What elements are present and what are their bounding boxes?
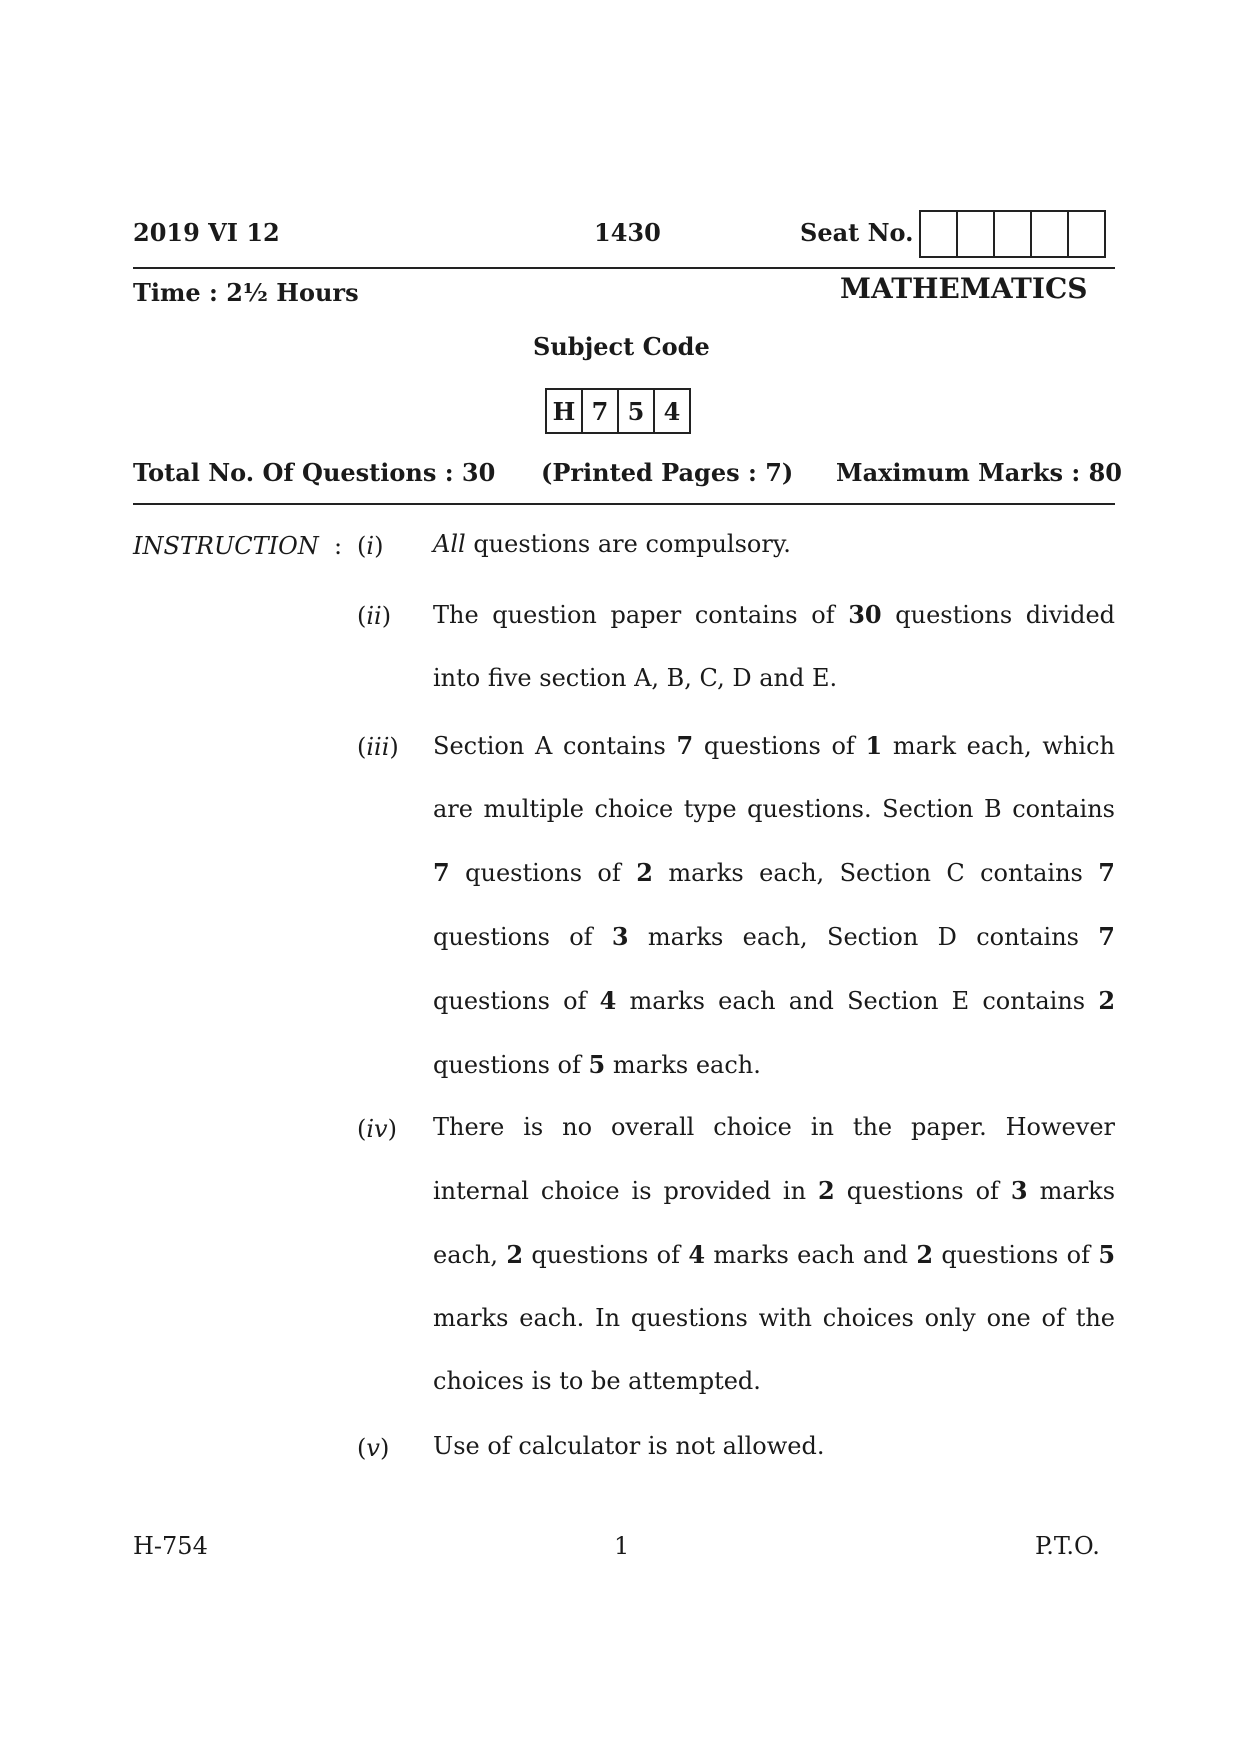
footer-paper-code: H-754 [133, 1532, 208, 1560]
seat-box[interactable] [1067, 210, 1106, 258]
seat-number-boxes[interactable] [921, 210, 1106, 258]
footer-pto: P.T.O. [1035, 1532, 1100, 1560]
seat-box[interactable] [956, 210, 995, 258]
subject-title: MATHEMATICS [840, 272, 1088, 305]
subject-code-char: 7 [581, 388, 619, 434]
header-divider-top [133, 267, 1115, 269]
instruction-heading: INSTRUCTION [133, 532, 319, 560]
instruction-item: Use of calculator is not allowed. [433, 1432, 825, 1460]
subject-code-char: H [545, 388, 583, 434]
subject-code-char: 5 [617, 388, 655, 434]
instruction-item: All questions are compulsory. [433, 530, 791, 558]
subject-code-char: 4 [653, 388, 691, 434]
instruction-colon: : [334, 532, 343, 560]
subject-code-label: Subject Code [533, 332, 710, 361]
seat-box[interactable] [993, 210, 1032, 258]
paper-number: 1430 [594, 218, 661, 247]
subject-code-boxes [547, 388, 691, 434]
instruction-item: The question paper contains of 30 questions divided into five section A, B, C, D and E. [433, 600, 1116, 692]
instruction-item: Section A contains 7 questions of 1 mark each, which are multiple choice type questions. Section B contains 7 questions of 2 marks each, Section C contains 7 questions of 3 marks each, Section D contains 7 questions of 4 marks each and Section E contains 2 questions of 5 marks each. [433, 731, 1116, 1079]
seat-box[interactable] [919, 210, 958, 258]
total-questions: Total No. Of Questions : 30 [133, 458, 496, 487]
exam-code-year: 2019 VI 12 [133, 218, 280, 247]
item-number: (i) [357, 532, 384, 560]
seat-number-label: Seat No. [800, 218, 914, 247]
exam-time: Time : 2½ Hours [133, 278, 359, 307]
instruction-item: There is no overall choice in the paper. However internal choice is provided in 2 questions of 3 marks each, 2 questions of 4 marks each and 2 questions of 5 marks each. In questions with choices only one of the choices is to be attempted. [433, 1113, 1116, 1395]
footer-page-number: 1 [614, 1532, 630, 1560]
item-number: (ii) [357, 602, 392, 630]
printed-pages: (Printed Pages : 7) [541, 458, 794, 487]
header-divider-bottom [133, 503, 1115, 505]
item-number: (iv) [357, 1115, 397, 1143]
item-number: (v) [357, 1434, 390, 1462]
item-number: (iii) [357, 733, 399, 761]
maximum-marks: Maximum Marks : 80 [836, 458, 1123, 487]
seat-box[interactable] [1030, 210, 1069, 258]
